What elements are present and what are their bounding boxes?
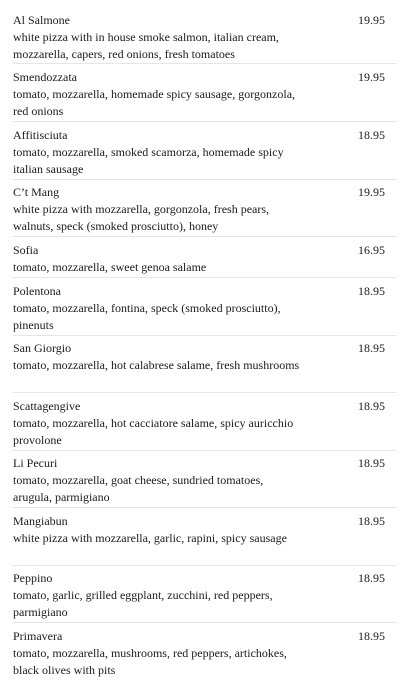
item-price: 19.95 [358, 185, 385, 199]
item-name: Polentona [13, 284, 61, 298]
item-divider [13, 507, 397, 508]
item-name: Sofia [13, 243, 39, 257]
item-divider [13, 392, 397, 393]
menu-item-li-pecuri [13, 455, 397, 506]
item-name: Al Salmone [13, 13, 70, 27]
menu-item-sofia [13, 242, 397, 276]
item-divider [13, 236, 397, 237]
item-description: tomato, mozzarella, mushrooms, red peppers, artichokes, black olives with pits [13, 646, 287, 677]
item-description: white pizza with in house smoke salmon, italian cream, mozzarella, capers, red onions, fresh tomatoes [13, 30, 279, 61]
item-divider [13, 63, 397, 64]
item-name: Primavera [13, 629, 63, 643]
item-divider [13, 335, 397, 336]
item-description: tomato, mozzarella, sweet genoa salame [13, 260, 207, 274]
item-price: 19.95 [358, 13, 385, 27]
item-price: 18.95 [358, 341, 385, 355]
item-price: 18.95 [358, 514, 385, 528]
item-divider [13, 277, 397, 278]
item-description: tomato, mozzarella, homemade spicy sausage, gorgonzola, red onions [13, 87, 296, 118]
item-price: 18.95 [358, 629, 385, 643]
item-name: Mangiabun [13, 514, 68, 528]
item-description: tomato, mozzarella, fontina, speck (smoked prosciutto), pinenuts [13, 301, 281, 332]
menu-item-al-salmone [13, 12, 397, 63]
item-name: Scattagengive [13, 399, 81, 413]
item-description: white pizza with mozzarella, gorgonzola, fresh pears, walnuts, speck (smoked prosciutto), honey [13, 202, 270, 233]
menu-item-ct-mang [13, 184, 397, 235]
menu-item-scattagengive [13, 398, 397, 449]
item-divider [13, 121, 397, 122]
menu-item-san-giorgio [13, 340, 397, 374]
menu-item-peppino [13, 570, 397, 621]
item-name: C’t Mang [13, 185, 60, 199]
item-price: 18.95 [358, 284, 385, 298]
item-divider [13, 450, 397, 451]
item-divider [13, 565, 397, 566]
item-price: 18.95 [358, 456, 385, 470]
item-description: tomato, mozzarella, smoked scamorza, homemade spicy italian sausage [13, 145, 284, 176]
item-name: Peppino [13, 571, 53, 585]
menu-item-primavera [13, 628, 397, 679]
item-description: tomato, mozzarella, hot calabrese salame, fresh mushrooms [13, 358, 300, 372]
item-price: 19.95 [358, 70, 385, 84]
item-price: 18.95 [358, 399, 385, 413]
item-name: Affitisciuta [13, 128, 68, 142]
item-description: tomato, mozzarella, goat cheese, sundried tomatoes, arugula, parmigiano [13, 473, 264, 504]
item-divider [13, 622, 397, 623]
item-name: Li Pecuri [13, 456, 58, 470]
item-description: white pizza with mozzarella, garlic, rapini, spicy sausage [13, 531, 287, 545]
menu-item-affitisciuta [13, 127, 397, 178]
item-price: 18.95 [358, 128, 385, 142]
item-name: Smendozzata [13, 70, 77, 84]
menu-item-mangiabun [13, 513, 397, 547]
item-description: tomato, garlic, grilled eggplant, zucchini, red peppers, parmigiano [13, 588, 273, 619]
item-price: 16.95 [358, 243, 385, 257]
item-description: tomato, mozzarella, hot cacciatore salame, spicy auricchio provolone [13, 416, 294, 447]
item-name: San Giorgio [13, 341, 72, 355]
menu-item-smendozzata [13, 69, 397, 120]
item-divider [13, 179, 397, 180]
menu-item-polentona [13, 283, 397, 334]
item-price: 18.95 [358, 571, 385, 585]
